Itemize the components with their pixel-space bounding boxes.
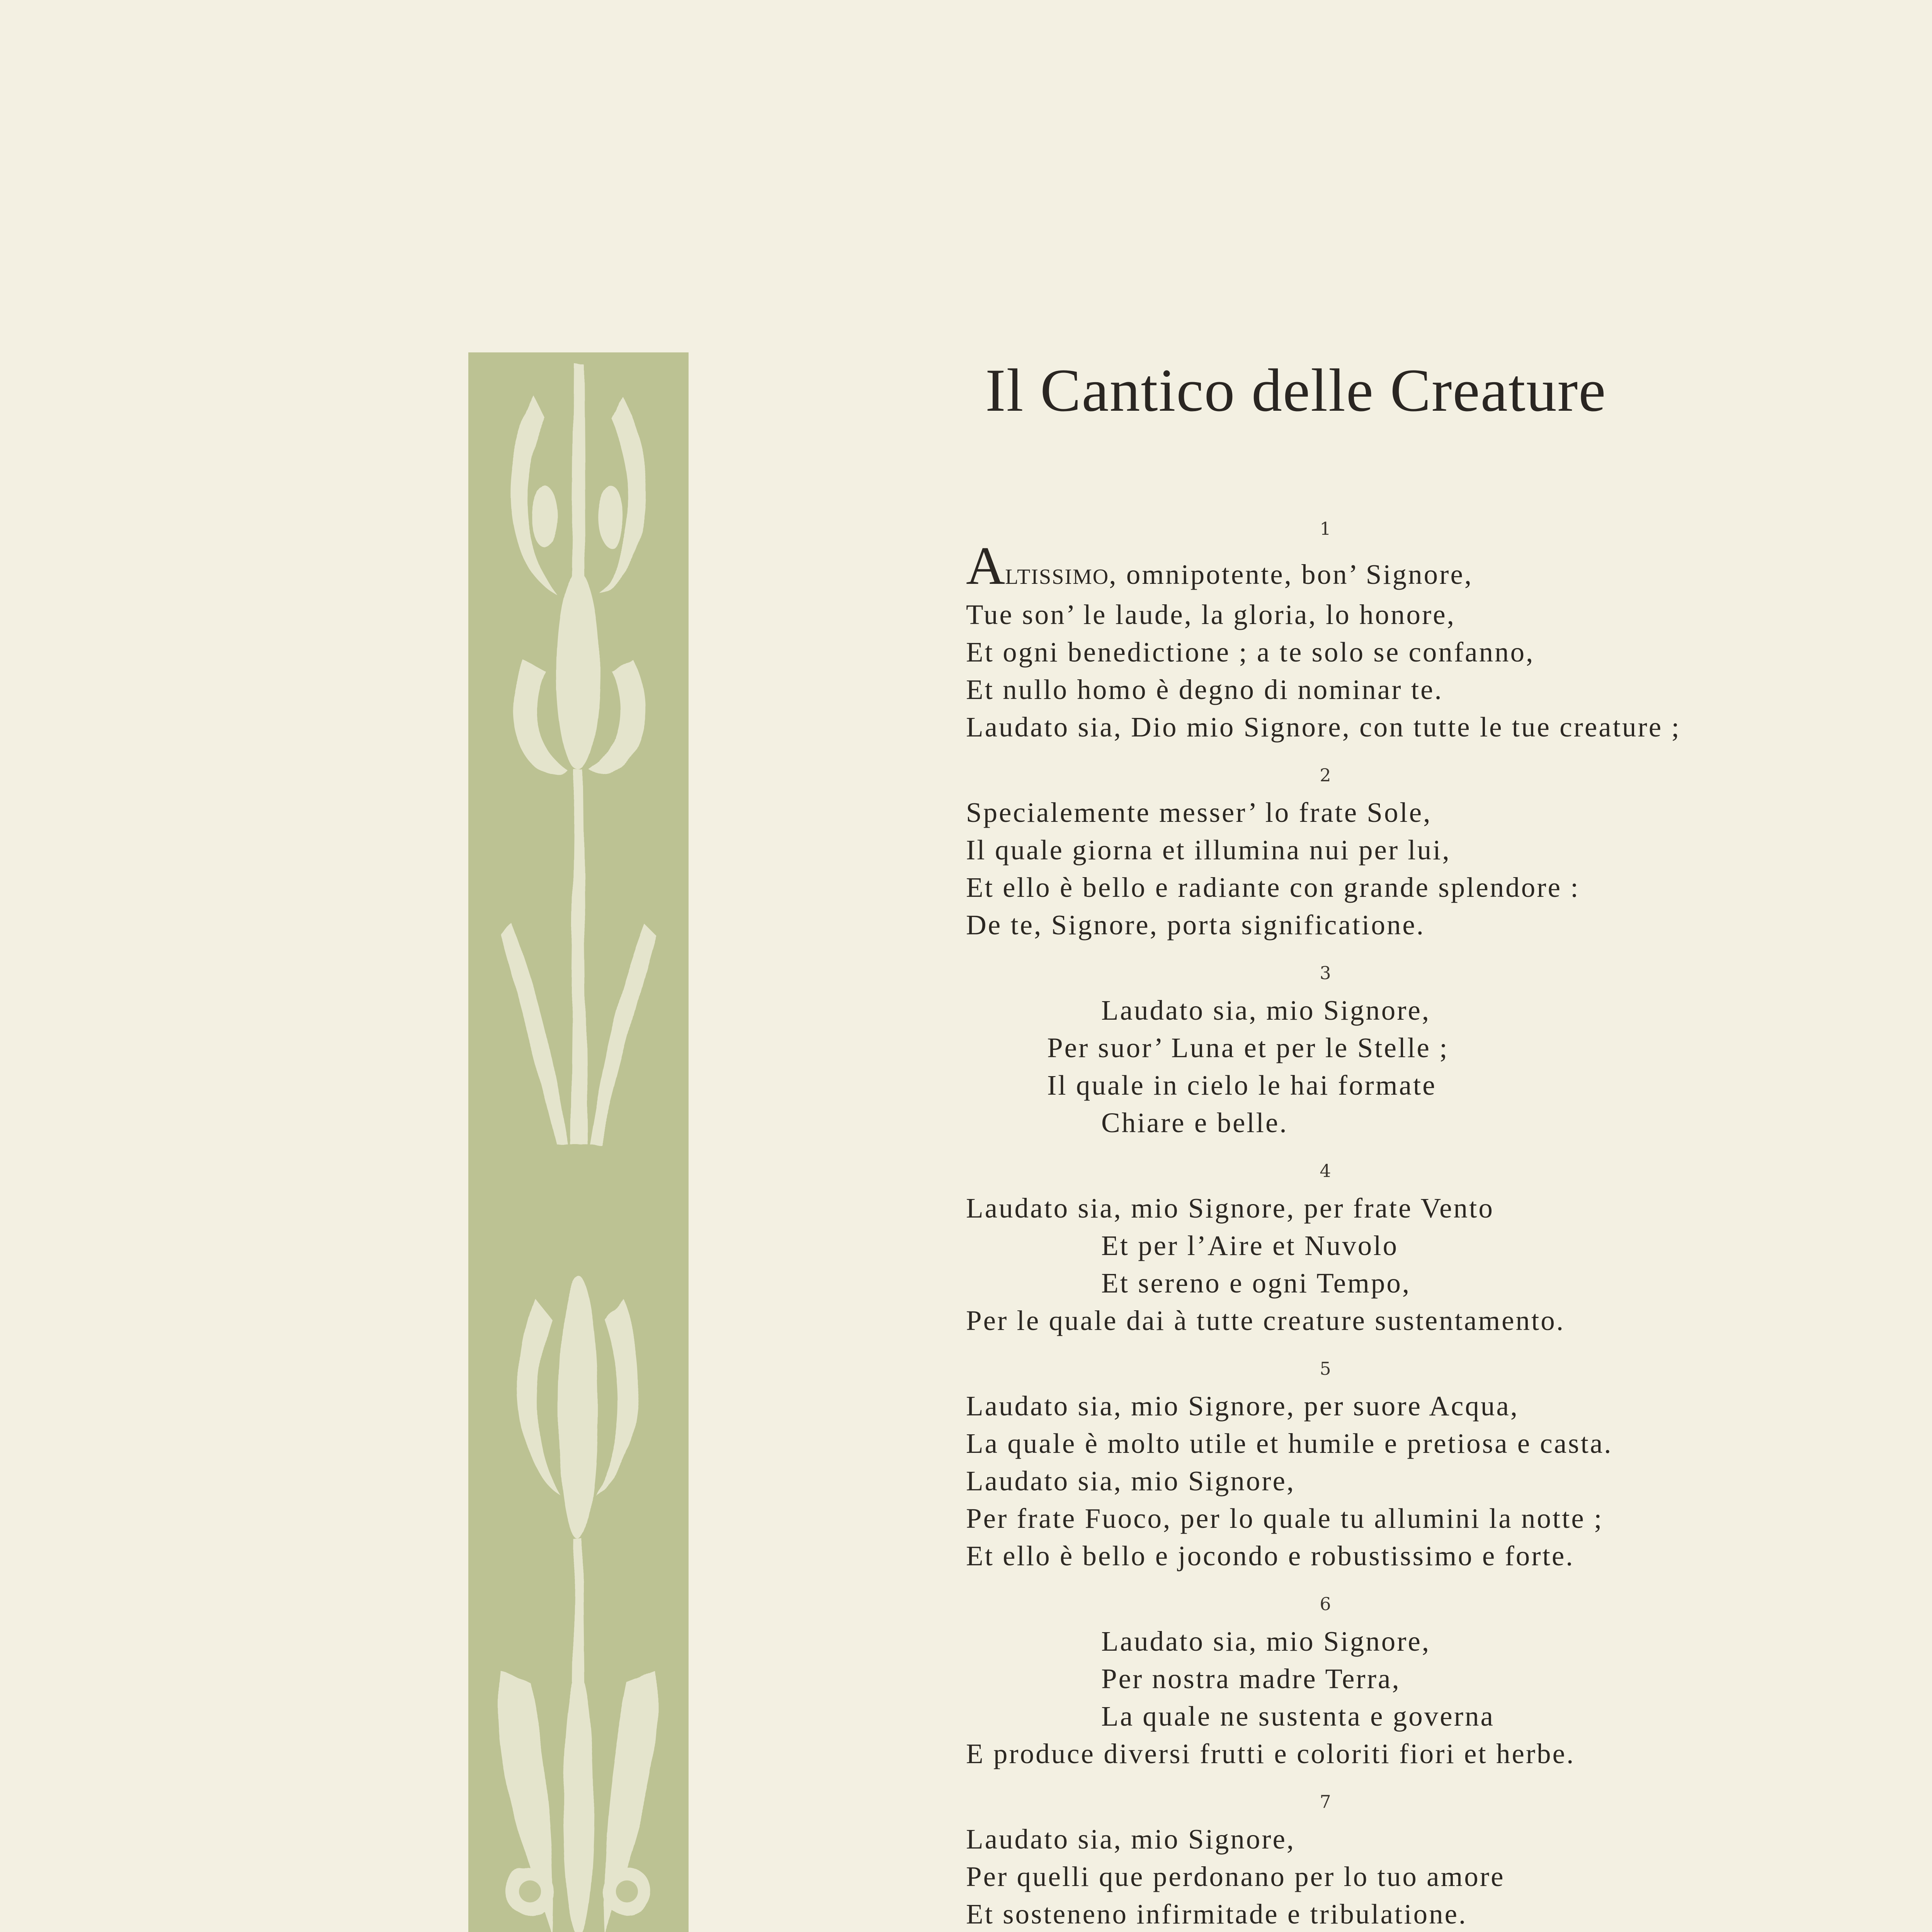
stanza-number: 2: [1320, 765, 1331, 786]
poem-line: La quale ne sustenta e governa: [1101, 1701, 1495, 1732]
stanza: [966, 1152, 1932, 1339]
stanza: [966, 1350, 1932, 1575]
seahorse-ornament-icon: [468, 352, 689, 1932]
poem-line: Laudato sia, mio Signore,: [966, 1823, 1296, 1855]
line-rest: , omnipotente, bon’ Signore,: [1109, 559, 1473, 590]
small-caps-word: LTISSIMO: [1005, 565, 1109, 589]
poem-line: Laudato sia, mio Signore,: [966, 1465, 1296, 1497]
woodcut-illustration: [468, 352, 689, 1932]
poem: [966, 510, 1932, 1932]
poem-line: Per quelli que perdonano per lo tuo amore: [966, 1861, 1505, 1892]
stanza: [966, 1783, 1932, 1932]
poem-line: Et sereno e ogni Tempo,: [1101, 1267, 1411, 1299]
poem-line: De te, Signore, porta significatione.: [966, 909, 1425, 940]
poem-line: Per nostra madre Terra,: [1101, 1663, 1401, 1694]
poem-line: Et ello è bello e jocondo e robustissimo e forte.: [966, 1540, 1575, 1571]
poem-line: Et sosteneno infirmitade e tribulatione.: [966, 1898, 1468, 1930]
poem-line: La quale è molto utile et humile e pretiosa e casta.: [966, 1428, 1613, 1459]
stanza-number: 3: [1320, 963, 1331, 983]
poem-line: Laudato sia, mio Signore,: [1101, 995, 1431, 1026]
stanza-number: 1: [1320, 518, 1331, 539]
stanza-number: 5: [1320, 1358, 1331, 1379]
stanza-number: 6: [1320, 1594, 1331, 1614]
poem-line: Laudato sia, Dio mio Signore, con tutte le tue creature ;: [966, 711, 1681, 743]
poem-line: Il quale giorna et illumina nui per lui,: [966, 834, 1451, 866]
poem-line: Et nullo homo è degno di nominar te.: [966, 674, 1443, 705]
stanza: [966, 954, 1932, 1141]
stanza-number: 4: [1320, 1160, 1331, 1181]
poem-line: Laudato sia, mio Signore, per frate Vento: [966, 1192, 1494, 1224]
poem-line: Chiare e belle.: [1101, 1107, 1288, 1138]
poem-line: Et ogni benedictione ; a te solo se confanno,: [966, 636, 1535, 668]
poem-line: Et ello è bello e radiante con grande splendore :: [966, 872, 1580, 903]
poem-line: Laudato sia, mio Signore,: [1101, 1626, 1431, 1657]
poem-line: Per suor’ Luna et per le Stelle ;: [1047, 1032, 1449, 1063]
stanza: [966, 1585, 1932, 1772]
poem-line: Il quale in cielo le hai formate: [1047, 1070, 1437, 1101]
stanza-number: 7: [1320, 1791, 1331, 1812]
poem-line: Per le quale dai à tutte creature sustentamento.: [966, 1305, 1565, 1336]
poem-line: Tue son’ le laude, la gloria, lo honore,: [966, 599, 1456, 630]
poem-line: Laudato sia, mio Signore, per suore Acqua,: [966, 1390, 1519, 1422]
poem-line: [966, 536, 1932, 596]
drop-cap: A: [966, 536, 1005, 596]
stanza: [966, 757, 1932, 944]
page-title: Il Cantico delle Creature: [985, 357, 1607, 424]
poem-line: Per frate Fuoco, per lo quale tu allumini la notte ;: [966, 1503, 1604, 1534]
poem-line: Specialemente messer’ lo frate Sole,: [966, 797, 1432, 828]
stanza: [966, 510, 1932, 746]
poem-line: E produce diversi frutti e coloriti fiori et herbe.: [966, 1738, 1575, 1769]
poem-line: Et per l’Aire et Nuvolo: [1101, 1230, 1399, 1261]
